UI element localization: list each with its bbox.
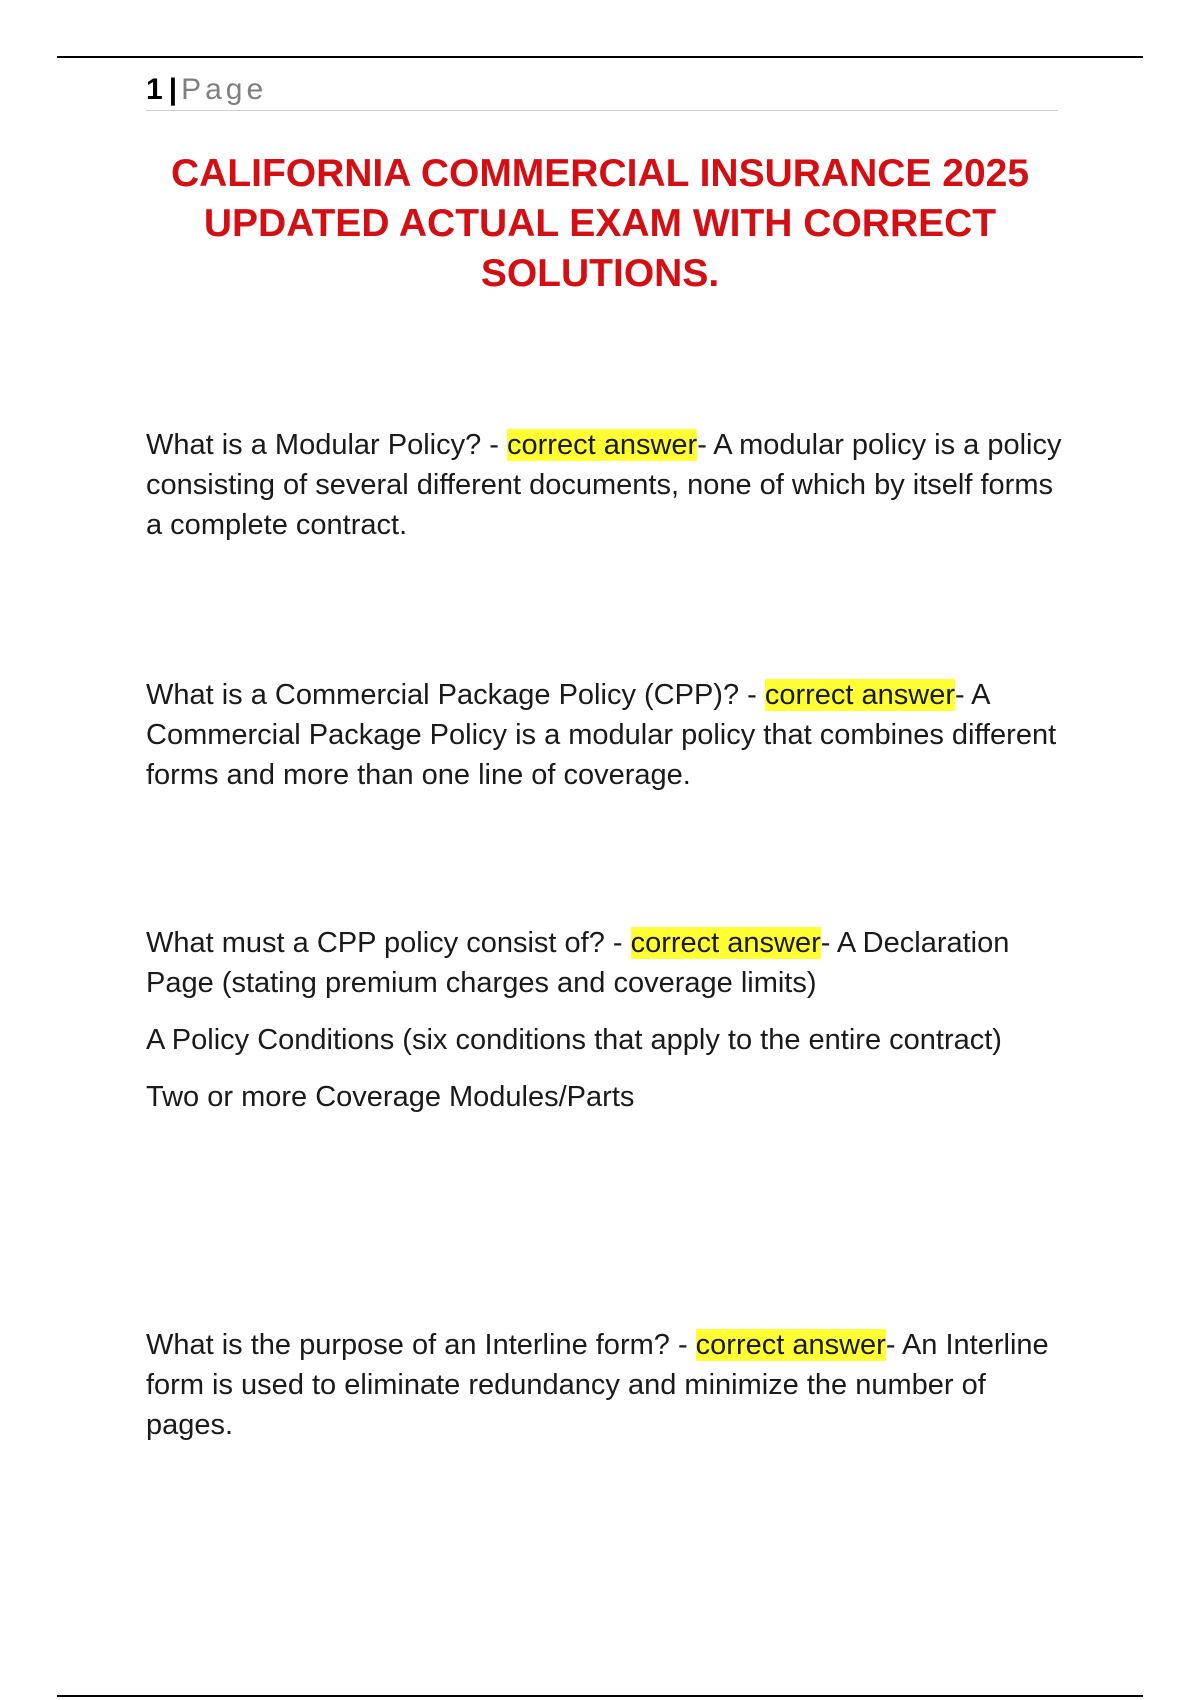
answer-marker: correct answer bbox=[695, 1329, 886, 1361]
answer-text: - An Interline form is used to eliminate redundancy and minimize the number of pages. bbox=[146, 1329, 1049, 1441]
qa-item bbox=[146, 675, 1066, 812]
page-label: Page bbox=[181, 73, 268, 106]
question-text: What is a Modular Policy? - bbox=[146, 429, 508, 461]
answer-continuation: A Policy Conditions (six conditions that apply to the entire contract) bbox=[146, 1024, 1002, 1056]
page-separator: | bbox=[168, 73, 178, 106]
page-number: 1 bbox=[146, 73, 163, 106]
qa-item bbox=[146, 1325, 1066, 1462]
answer-marker: correct answer bbox=[764, 679, 956, 711]
qa-item bbox=[146, 425, 1066, 562]
question-text: What must a CPP policy consist of? - bbox=[146, 927, 631, 959]
top-rule bbox=[57, 56, 1143, 58]
question-text: What is the purpose of an Interline form? - bbox=[146, 1329, 696, 1361]
question-text: What is a Commercial Package Policy (CPP)? - bbox=[146, 679, 765, 711]
qa-paragraph bbox=[146, 1325, 1066, 1445]
qa-paragraph bbox=[146, 425, 1066, 545]
answer-marker: correct answer bbox=[630, 927, 821, 959]
answer-marker: correct answer bbox=[507, 429, 698, 461]
bottom-rule bbox=[57, 1695, 1143, 1697]
page-header bbox=[146, 70, 1058, 111]
qa-paragraph bbox=[146, 923, 1066, 1003]
qa-item bbox=[146, 923, 1066, 1134]
document-title: CALIFORNIA COMMERCIAL INSURANCE 2025 UPDATED ACTUAL EXAM WITH CORRECT SOLUTIONS. bbox=[170, 152, 1030, 295]
qa-paragraph bbox=[146, 675, 1066, 795]
answer-text: - A Commercial Package Policy is a modular policy that combines different forms and more than one line of coverage. bbox=[146, 679, 1057, 791]
answer-text: - A modular policy is a policy consisting of several different documents, none of which by itself forms a complete contract. bbox=[146, 429, 1062, 541]
answer-text: - A Declaration Page (stating premium charges and coverage limits) bbox=[146, 927, 1010, 999]
answer-continuation: Two or more Coverage Modules/Parts bbox=[146, 1081, 635, 1113]
